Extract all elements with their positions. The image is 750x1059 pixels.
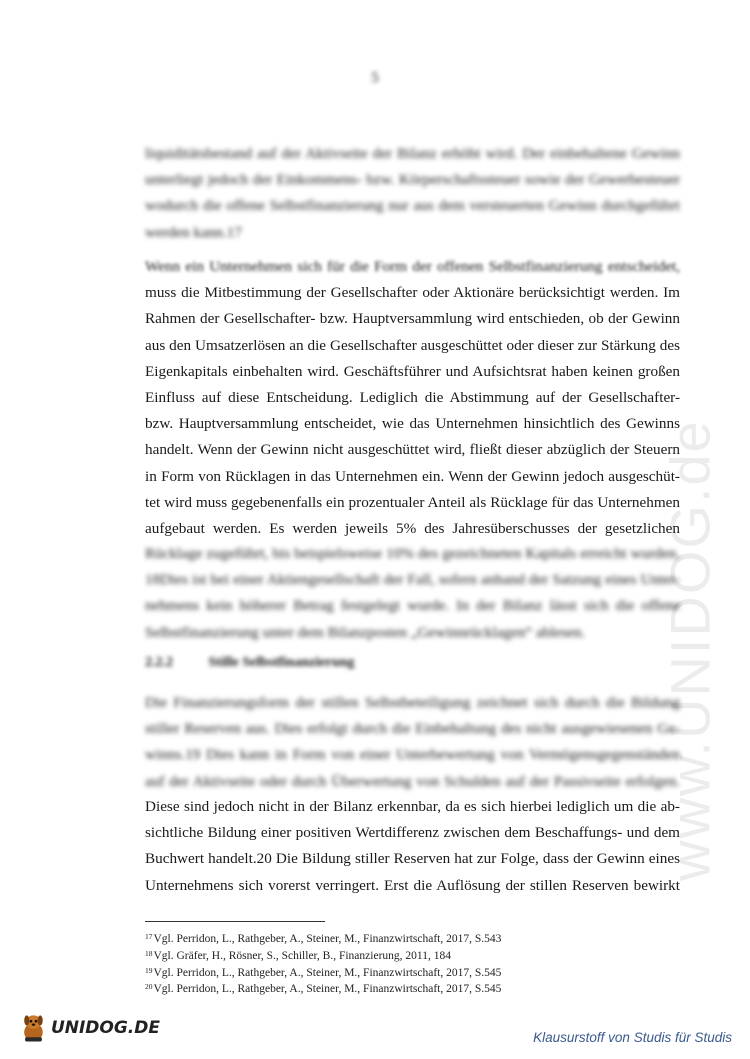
footnote: $^{17}$Vgl. Perridon, L., Rathgeber, A., Steiner, M., Finanzwirtschaft, 2017, S.543 [145,932,502,945]
text-line: liquiditätsbestand auf der Aktivseite der Bilanz erhöht wird. Der einbehaltene Gewinn [145,145,680,162]
text-line: werden kann.17 [145,223,242,241]
blurred-paragraph-bottom [145,690,680,795]
text-line: Die Finanzierungsform der stillen Selbstbeteiligung zeichnet sich durch die Bildung [145,694,680,711]
text-line: stiller Reserven aus. Dies erfolgt durch die Einbehaltung des nicht ausgewiesenen Ge- [145,720,680,738]
blurred-paragraph-mid [145,541,680,646]
unidog-logo[interactable] [20,1008,160,1048]
text-line: bzw. Hauptversammlung entscheidet, wie das Unternehmen hinsichtlich des Gewinns [145,415,680,433]
main-paragraph [145,254,680,542]
text-line: Selbstfinanzierung unter dem Bilanzposten „Gewinnrücklagen“ ablesen. [145,623,586,641]
text-line: muss die Mitbestimmung der Gesellschafter oder Aktionäre berücksichtigt werden. Im [145,284,680,302]
text-line: Wenn ein Unternehmen sich für die Form der offenen Selbstfinanzierung entscheidet, [145,258,680,275]
footnote: $^{20}$Vgl. Perridon, L., Rathgeber, A., Steiner, M., Finanzwirtschaft, 2017, S.545 [145,982,502,996]
text-line: winns.19 Dies kann in Form von einer Unterbewertung von Vermögensgegenständen [145,746,680,764]
footnote-divider [145,921,325,922]
section-heading [145,655,354,671]
text-line: Diese sind jedoch nicht in der Bilanz erkennbar, da es sich hierbei lediglich um die ab- [145,798,680,815]
watermark: www.UNIDOG.de [658,419,722,881]
footnotes [145,930,501,997]
text-line: auf der Aktivseite oder durch Überwertung von Schulden auf der Passivseite erfolgen. [145,772,680,790]
dog-mascot-icon [20,1009,47,1047]
text-line: Rahmen der Gesellschafter- bzw. Hauptversammlung wird entschieden, ob der Gewinn [145,310,680,328]
text-line: tet wird muss gegebenenfalls ein prozentualer Anteil als Rücklage für das Unternehmen [145,493,680,511]
text-line: handelt. Wenn der Gewinn nicht ausgeschüttet wird, fließt dieser abzüglich der Steuern [145,441,680,459]
page-number: 5 [371,70,379,86]
logo-text: UNIDOG.DE [50,1018,160,1038]
section-number: 2.2.2 [145,655,173,670]
text-line: aufgebaut werden. Es werden jeweils 5% des Jahresüberschusses der gesetzlichen [145,520,680,538]
text-line: Rücklage zugeführt, bis beispielsweise 10% des gezeichneten Kapitals erreicht wurden. [145,545,680,562]
text-line: unterliegt jedoch der Einkommens- bzw. Körperschaftssteuer sowie der Gewerbesteuer [145,171,680,189]
tagline: Klausurstoff von Studis für Studis [533,1030,732,1045]
text-line: 18Dies ist bei einer Aktiengesellschaft der Fall, sofern anhand der Satzung eines Unter- [145,571,680,589]
text-line: Eigenkapitals einbehalten wird. Geschäftsführer und Aufsichtsrat haben keinen großen [145,362,680,380]
text-line: Einfluss auf diese Entscheidung. Lediglich die Abstimmung auf der Gesellschafter- [145,389,680,407]
end-paragraph [145,794,680,899]
text-line: Buchwert handelt.20 Die Bildung stiller Reserven hat zur Folge, dass der Gewinn eines [145,850,680,868]
footnote: $^{18}$Vgl. Gräfer, H., Rösner, S., Schiller, B., Finanzierung, 2011, 184 [145,948,451,962]
blurred-paragraph-top [145,141,680,246]
footnote: $^{19}$Vgl. Perridon, L., Rathgeber, A., Steiner, M., Finanzwirtschaft, 2017, S.545 [145,965,502,979]
text-line: Unternehmens sich vorerst verringert. Erst die Auflösung der stillen Reserven bewirkt [145,876,680,894]
text-line: sichtliche Bildung einer positiven Wertdifferenz zwischen dem Beschaffungs- und dem [145,824,680,842]
text-line: in Form von Rücklagen in das Unternehmen ein. Wenn der Gewinn jedoch ausgeschüt- [145,467,680,485]
text-line: nehmens kein höherer Betrag festgelegt wurde. In der Bilanz lässt sich die offene [145,597,680,615]
text-line: wodurch die offene Selbstfinanzierung nur aus dem versteuerten Gewinn durchgeführt [145,197,680,215]
section-title: Stille Selbstfinanzierung [208,655,355,670]
text-line: aus den Umsatzerlösen an die Gesellschafter ausgeschüttet oder dieser zur Stärkung des [145,336,680,354]
